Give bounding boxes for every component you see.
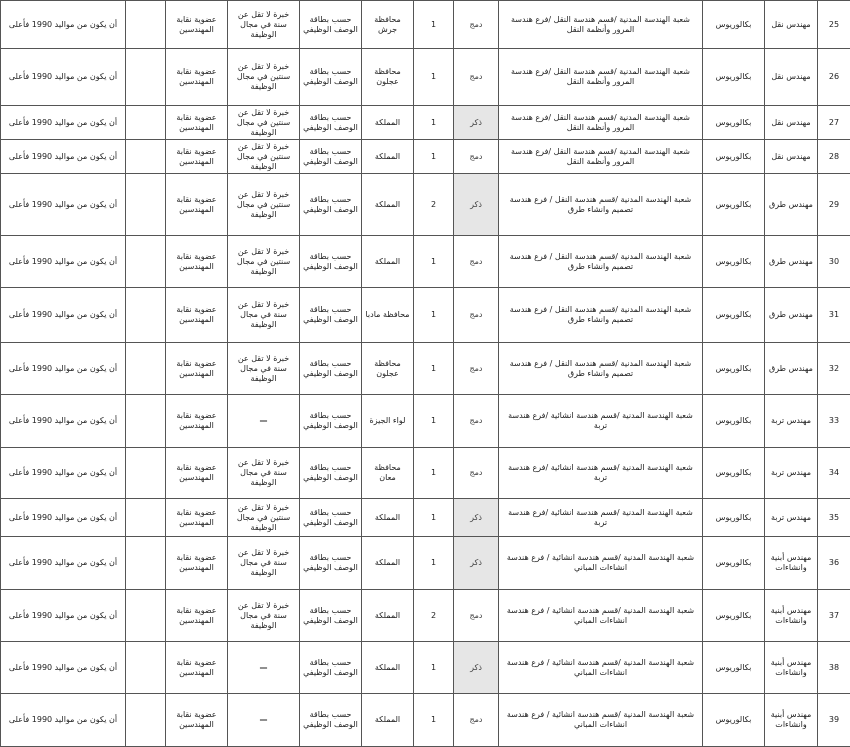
membership-cell: عضوية نقابة المهندسين <box>166 140 228 174</box>
membership-cell: عضوية نقابة المهندسين <box>166 642 228 694</box>
specialization-cell: شعبة الهندسة المدنية /قسم هندسة انشائية / فرع هندسة انشاءات المباني <box>499 590 703 642</box>
age-requirement-cell: أن يكون من مواليد 1990 فأعلى <box>1 1 126 49</box>
gender-cell: ذكر <box>454 642 499 694</box>
work-location-cell: محافظة عجلون <box>362 343 414 395</box>
empty-cell <box>126 343 166 395</box>
work-location-cell: محافظة مادبا <box>362 288 414 343</box>
degree-cell: بكالوريوس <box>703 537 765 590</box>
age-requirement-cell: أن يكون من مواليد 1990 فأعلى <box>1 537 126 590</box>
empty-cell <box>126 236 166 288</box>
age-requirement-cell: أن يكون من مواليد 1990 فأعلى <box>1 106 126 140</box>
row-number-cell: 27 <box>818 106 850 140</box>
specialization-cell: شعبة الهندسة المدنية /قسم هندسة النقل / فرع هندسة تصميم وانشاء طرق <box>499 236 703 288</box>
table-row <box>1 49 850 106</box>
empty-cell <box>126 140 166 174</box>
table-row <box>1 642 850 694</box>
salary-cell: حسب بطاقة الوصف الوظيفي <box>300 49 362 106</box>
specialization-cell: شعبة الهندسة المدنية /قسم هندسة النقل /فرع هندسة المرور وأنظمة النقل <box>499 1 703 49</box>
age-requirement-cell: أن يكون من مواليد 1990 فأعلى <box>1 140 126 174</box>
vacancy-count-cell: 1 <box>414 49 454 106</box>
specialization-cell: شعبة الهندسة المدنية /قسم هندسة النقل / فرع هندسة تصميم وانشاء طرق <box>499 288 703 343</box>
membership-cell: عضوية نقابة المهندسين <box>166 448 228 499</box>
specialization-cell: شعبة الهندسة المدنية /قسم هندسة انشائية /فرع هندسة تربة <box>499 395 703 448</box>
experience-cell: — <box>228 395 300 448</box>
job-title-cell: مهندس نقل <box>765 106 818 140</box>
work-location-cell: محافظة معان <box>362 448 414 499</box>
work-location-cell: المملكة <box>362 140 414 174</box>
job-title-cell: مهندس طرق <box>765 174 818 236</box>
salary-cell: حسب بطاقة الوصف الوظيفي <box>300 642 362 694</box>
empty-cell <box>126 395 166 448</box>
job-title-cell: مهندس تربة <box>765 395 818 448</box>
gender-cell: دمج <box>454 140 499 174</box>
specialization-cell: شعبة الهندسة المدنية /قسم هندسة انشائية / فرع هندسة انشاءات المباني <box>499 642 703 694</box>
row-number-cell: 28 <box>818 140 850 174</box>
age-requirement-cell: أن يكون من مواليد 1990 فأعلى <box>1 343 126 395</box>
job-title-cell: مهندس طرق <box>765 343 818 395</box>
table-row <box>1 236 850 288</box>
degree-cell: بكالوريوس <box>703 395 765 448</box>
experience-cell: خبرة لا تقل عن سنتين في مجال الوظيفة <box>228 140 300 174</box>
job-title-cell: مهندس أبنية وانشاءات <box>765 590 818 642</box>
table-row <box>1 448 850 499</box>
empty-cell <box>126 642 166 694</box>
job-title-cell: مهندس طرق <box>765 236 818 288</box>
vacancy-count-cell: 1 <box>414 288 454 343</box>
empty-cell <box>126 174 166 236</box>
table-row <box>1 395 850 448</box>
degree-cell: بكالوريوس <box>703 106 765 140</box>
empty-cell <box>126 1 166 49</box>
work-location-cell: محافظة عجلون <box>362 49 414 106</box>
salary-cell: حسب بطاقة الوصف الوظيفي <box>300 174 362 236</box>
empty-cell <box>126 448 166 499</box>
row-number-cell: 30 <box>818 236 850 288</box>
age-requirement-cell: أن يكون من مواليد 1990 فأعلى <box>1 236 126 288</box>
membership-cell: عضوية نقابة المهندسين <box>166 1 228 49</box>
specialization-cell: شعبة الهندسة المدنية /قسم هندسة النقل /فرع هندسة المرور وأنظمة النقل <box>499 49 703 106</box>
job-title-cell: مهندس أبنية وانشاءات <box>765 694 818 747</box>
salary-cell: حسب بطاقة الوصف الوظيفي <box>300 106 362 140</box>
membership-cell: عضوية نقابة المهندسين <box>166 106 228 140</box>
vacancy-count-cell: 1 <box>414 499 454 537</box>
age-requirement-cell: أن يكون من مواليد 1990 فأعلى <box>1 590 126 642</box>
job-title-cell: مهندس نقل <box>765 140 818 174</box>
membership-cell: عضوية نقابة المهندسين <box>166 395 228 448</box>
job-title-cell: مهندس نقل <box>765 49 818 106</box>
empty-cell <box>126 537 166 590</box>
salary-cell: حسب بطاقة الوصف الوظيفي <box>300 343 362 395</box>
row-number-cell: 38 <box>818 642 850 694</box>
specialization-cell: شعبة الهندسة المدنية /قسم هندسة النقل /فرع هندسة المرور وأنظمة النقل <box>499 140 703 174</box>
table-row <box>1 343 850 395</box>
work-location-cell: لواء الجيزة <box>362 395 414 448</box>
gender-cell: دمج <box>454 395 499 448</box>
specialization-cell: شعبة الهندسة المدنية /قسم هندسة انشائية /فرع هندسة تربة <box>499 448 703 499</box>
membership-cell: عضوية نقابة المهندسين <box>166 590 228 642</box>
degree-cell: بكالوريوس <box>703 590 765 642</box>
experience-cell: خبرة لا تقل عن سنة في مجال الوظيفة <box>228 1 300 49</box>
membership-cell: عضوية نقابة المهندسين <box>166 49 228 106</box>
salary-cell: حسب بطاقة الوصف الوظيفي <box>300 448 362 499</box>
empty-cell <box>126 590 166 642</box>
row-number-cell: 37 <box>818 590 850 642</box>
vacancy-count-cell: 1 <box>414 537 454 590</box>
degree-cell: بكالوريوس <box>703 448 765 499</box>
vacancy-count-cell: 1 <box>414 140 454 174</box>
vacancy-count-cell: 1 <box>414 343 454 395</box>
degree-cell: بكالوريوس <box>703 499 765 537</box>
vacancy-count-cell: 1 <box>414 448 454 499</box>
experience-cell: خبرة لا تقل عن سنة في مجال الوظيفة <box>228 590 300 642</box>
specialization-cell: شعبة الهندسة المدنية /قسم هندسة انشائية / فرع هندسة انشاءات المباني <box>499 537 703 590</box>
age-requirement-cell: أن يكون من مواليد 1990 فأعلى <box>1 395 126 448</box>
job-title-cell: مهندس تربة <box>765 499 818 537</box>
job-title-cell: مهندس تربة <box>765 448 818 499</box>
salary-cell: حسب بطاقة الوصف الوظيفي <box>300 694 362 747</box>
age-requirement-cell: أن يكون من مواليد 1990 فأعلى <box>1 448 126 499</box>
work-location-cell: المملكة <box>362 694 414 747</box>
age-requirement-cell: أن يكون من مواليد 1990 فأعلى <box>1 642 126 694</box>
specialization-cell: شعبة الهندسة المدنية /قسم هندسة انشائية / فرع هندسة انشاءات المباني <box>499 694 703 747</box>
gender-cell: دمج <box>454 448 499 499</box>
degree-cell: بكالوريوس <box>703 343 765 395</box>
membership-cell: عضوية نقابة المهندسين <box>166 288 228 343</box>
vacancy-count-cell: 1 <box>414 106 454 140</box>
row-number-cell: 32 <box>818 343 850 395</box>
table-row <box>1 537 850 590</box>
age-requirement-cell: أن يكون من مواليد 1990 فأعلى <box>1 694 126 747</box>
gender-cell: دمج <box>454 590 499 642</box>
vacancies-table-body <box>1 1 850 747</box>
experience-cell: خبرة لا تقل عن سنة في مجال الوظيفة <box>228 537 300 590</box>
work-location-cell: المملكة <box>362 236 414 288</box>
membership-cell: عضوية نقابة المهندسين <box>166 694 228 747</box>
salary-cell: حسب بطاقة الوصف الوظيفي <box>300 590 362 642</box>
empty-cell <box>126 499 166 537</box>
table-row <box>1 140 850 174</box>
vacancy-count-cell: 2 <box>414 590 454 642</box>
age-requirement-cell: أن يكون من مواليد 1990 فأعلى <box>1 288 126 343</box>
table-row <box>1 590 850 642</box>
specialization-cell: شعبة الهندسة المدنية /قسم هندسة النقل /فرع هندسة المرور وأنظمة النقل <box>499 106 703 140</box>
row-number-cell: 34 <box>818 448 850 499</box>
gender-cell: دمج <box>454 236 499 288</box>
degree-cell: بكالوريوس <box>703 174 765 236</box>
experience-cell: خبرة لا تقل عن سنة في مجال الوظيفة <box>228 343 300 395</box>
table-row <box>1 499 850 537</box>
table-row <box>1 288 850 343</box>
gender-cell: ذكر <box>454 106 499 140</box>
membership-cell: عضوية نقابة المهندسين <box>166 499 228 537</box>
salary-cell: حسب بطاقة الوصف الوظيفي <box>300 537 362 590</box>
gender-cell: دمج <box>454 343 499 395</box>
work-location-cell: المملكة <box>362 106 414 140</box>
work-location-cell: المملكة <box>362 590 414 642</box>
membership-cell: عضوية نقابة المهندسين <box>166 174 228 236</box>
experience-cell: خبرة لا تقل عن سنتين في مجال الوظيفة <box>228 236 300 288</box>
empty-cell <box>126 288 166 343</box>
vacancy-count-cell: 2 <box>414 174 454 236</box>
vacancy-count-cell: 1 <box>414 1 454 49</box>
row-number-cell: 36 <box>818 537 850 590</box>
vacancy-count-cell: 1 <box>414 642 454 694</box>
degree-cell: بكالوريوس <box>703 236 765 288</box>
gender-cell: ذكر <box>454 174 499 236</box>
experience-cell: خبرة لا تقل عن سنة في مجال الوظيفة <box>228 288 300 343</box>
salary-cell: حسب بطاقة الوصف الوظيفي <box>300 288 362 343</box>
degree-cell: بكالوريوس <box>703 1 765 49</box>
job-title-cell: مهندس نقل <box>765 1 818 49</box>
gender-cell: دمج <box>454 694 499 747</box>
empty-cell <box>126 49 166 106</box>
age-requirement-cell: أن يكون من مواليد 1990 فأعلى <box>1 499 126 537</box>
empty-cell <box>126 694 166 747</box>
work-location-cell: المملكة <box>362 174 414 236</box>
degree-cell: بكالوريوس <box>703 140 765 174</box>
table-row <box>1 1 850 49</box>
job-title-cell: مهندس أبنية وانشاءات <box>765 642 818 694</box>
specialization-cell: شعبة الهندسة المدنية /قسم هندسة النقل / فرع هندسة تصميم وانشاء طرق <box>499 174 703 236</box>
gender-cell: دمج <box>454 288 499 343</box>
specialization-cell: شعبة الهندسة المدنية /قسم هندسة النقل / فرع هندسة تصميم وانشاء طرق <box>499 343 703 395</box>
specialization-cell: شعبة الهندسة المدنية /قسم هندسة انشائية /فرع هندسة تربة <box>499 499 703 537</box>
job-title-cell: مهندس طرق <box>765 288 818 343</box>
degree-cell: بكالوريوس <box>703 49 765 106</box>
membership-cell: عضوية نقابة المهندسين <box>166 537 228 590</box>
age-requirement-cell: أن يكون من مواليد 1990 فأعلى <box>1 49 126 106</box>
work-location-cell: المملكة <box>362 642 414 694</box>
table-row <box>1 174 850 236</box>
salary-cell: حسب بطاقة الوصف الوظيفي <box>300 395 362 448</box>
degree-cell: بكالوريوس <box>703 694 765 747</box>
degree-cell: بكالوريوس <box>703 642 765 694</box>
gender-cell: دمج <box>454 49 499 106</box>
gender-cell: ذكر <box>454 537 499 590</box>
row-number-cell: 39 <box>818 694 850 747</box>
experience-cell: — <box>228 642 300 694</box>
experience-cell: خبرة لا تقل عن سنتين في مجال الوظيفة <box>228 106 300 140</box>
salary-cell: حسب بطاقة الوصف الوظيفي <box>300 140 362 174</box>
experience-cell: — <box>228 694 300 747</box>
work-location-cell: محافظة جرش <box>362 1 414 49</box>
table-row <box>1 694 850 747</box>
work-location-cell: المملكة <box>362 499 414 537</box>
gender-cell: ذكر <box>454 499 499 537</box>
salary-cell: حسب بطاقة الوصف الوظيفي <box>300 1 362 49</box>
vacancy-count-cell: 1 <box>414 395 454 448</box>
empty-cell <box>126 106 166 140</box>
membership-cell: عضوية نقابة المهندسين <box>166 236 228 288</box>
row-number-cell: 35 <box>818 499 850 537</box>
job-title-cell: مهندس أبنية وانشاءات <box>765 537 818 590</box>
salary-cell: حسب بطاقة الوصف الوظيفي <box>300 236 362 288</box>
row-number-cell: 31 <box>818 288 850 343</box>
membership-cell: عضوية نقابة المهندسين <box>166 343 228 395</box>
row-number-cell: 26 <box>818 49 850 106</box>
experience-cell: خبرة لا تقل عن سنة في مجال الوظيفة <box>228 448 300 499</box>
row-number-cell: 29 <box>818 174 850 236</box>
experience-cell: خبرة لا تقل عن سنتين في مجال الوظيفة <box>228 499 300 537</box>
table-row <box>1 106 850 140</box>
salary-cell: حسب بطاقة الوصف الوظيفي <box>300 499 362 537</box>
experience-cell: خبرة لا تقل عن سنتين في مجال الوظيفة <box>228 174 300 236</box>
vacancy-count-cell: 1 <box>414 236 454 288</box>
experience-cell: خبرة لا تقل عن سنتين في مجال الوظيفة <box>228 49 300 106</box>
age-requirement-cell: أن يكون من مواليد 1990 فأعلى <box>1 174 126 236</box>
gender-cell: دمج <box>454 1 499 49</box>
vacancy-count-cell: 1 <box>414 694 454 747</box>
row-number-cell: 33 <box>818 395 850 448</box>
row-number-cell: 25 <box>818 1 850 49</box>
work-location-cell: المملكة <box>362 537 414 590</box>
degree-cell: بكالوريوس <box>703 288 765 343</box>
